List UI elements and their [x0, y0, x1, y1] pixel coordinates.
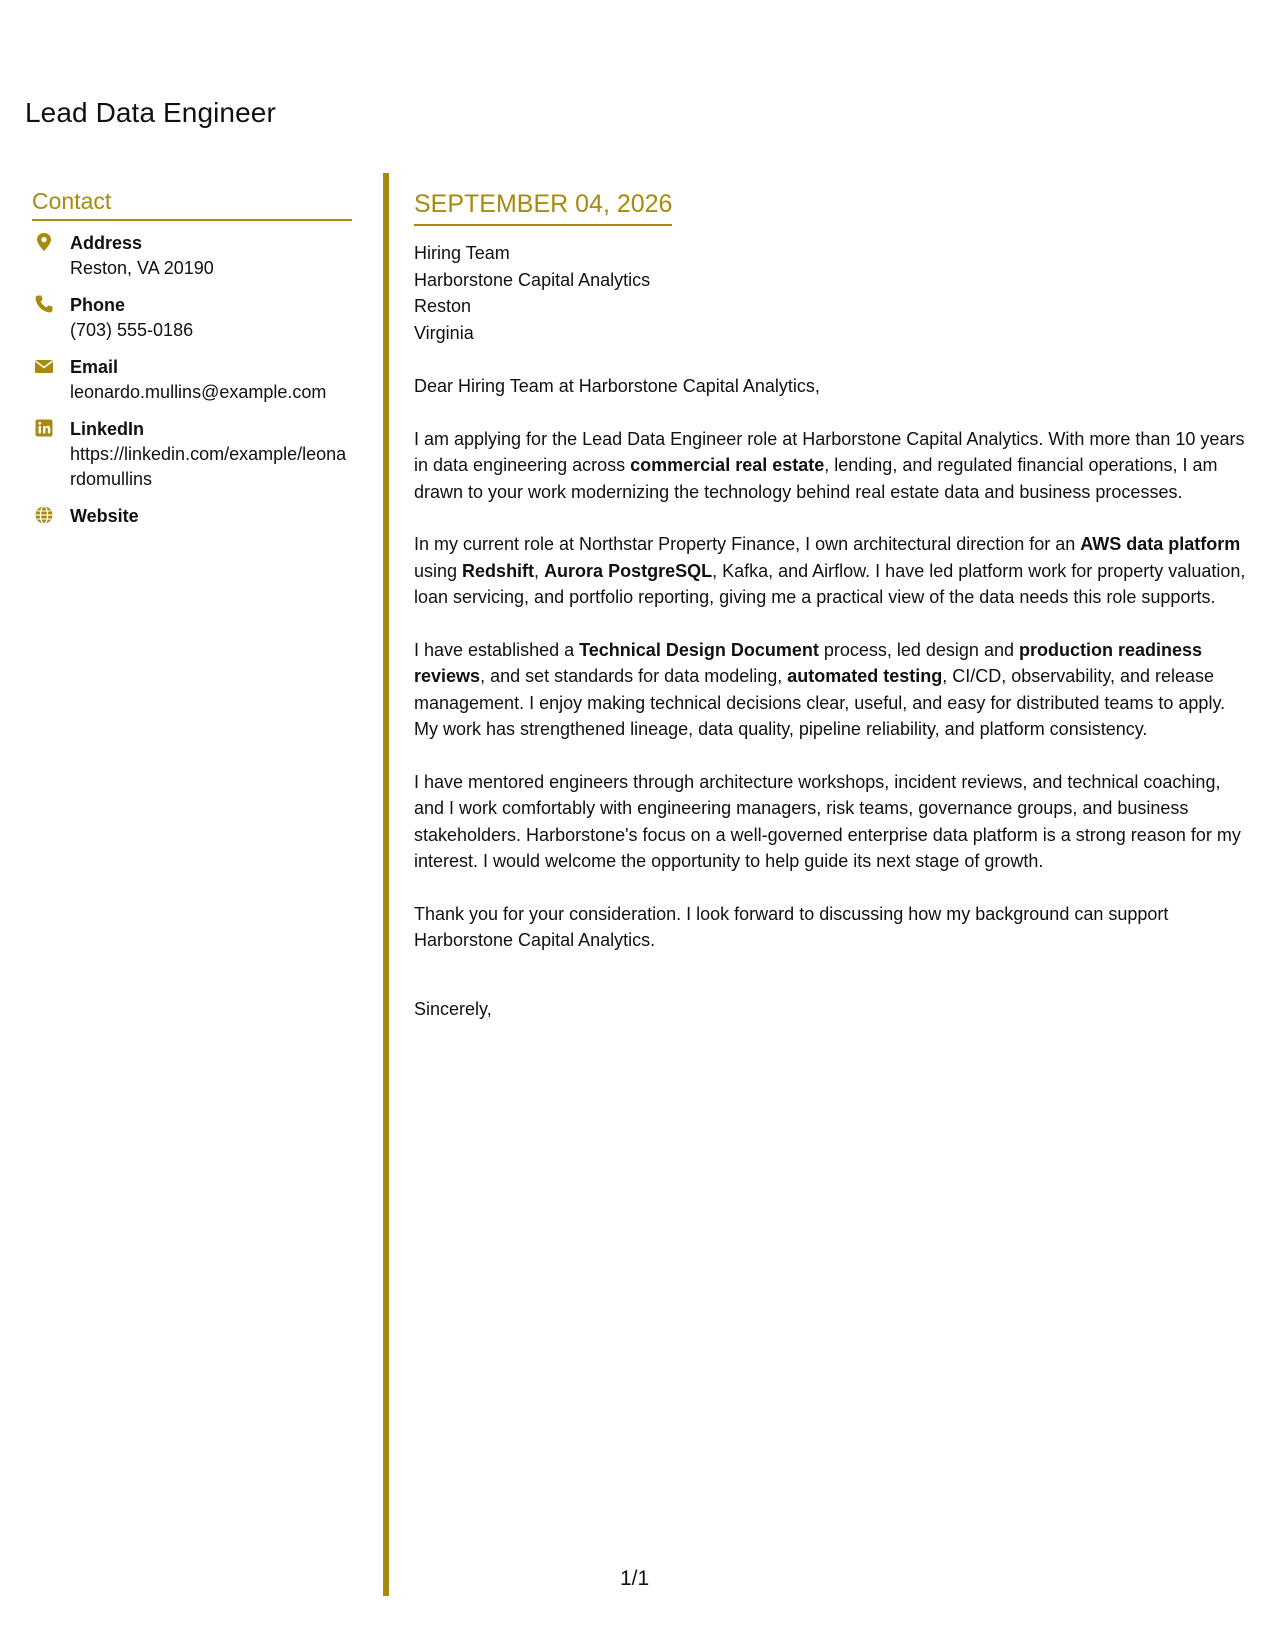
text-run: using [414, 560, 463, 581]
text-run: I have established a [414, 639, 580, 660]
contact-email [32, 355, 352, 405]
email-label: Email [70, 357, 119, 377]
contact-linkedin [32, 417, 352, 492]
text-run: In my current role at Northstar Property Finance, I own architectural direction for an [414, 534, 1081, 554]
paragraph-thanks: Thank you for your consideration. I look forward to discussing how my background can support Harborstone Capital Analytics. [414, 903, 1169, 950]
address-label: Address [70, 233, 143, 253]
paragraph-standards [414, 637, 1254, 743]
recipient-block [414, 240, 1254, 346]
text-run: I am applying for the Lead Data Engineer role at Harborstone Capital Analytics. With more than 10 years in data engineering across [414, 428, 1245, 475]
paragraph-mentoring: I have mentored engineers through architecture workshops, incident reviews, and technical coaching, and I work comfortably with engineering managers, risk teams, governance groups, and business stakeholders. Harborstone's focus on a well-governed enterprise data platform is a strong reason for my interest. I would welcome the opportunity to help guide its next stage of growth. [414, 771, 1241, 871]
website-label: Website [70, 506, 139, 526]
greeting: Dear Hiring Team at Harborstone Capital Analytics, [414, 376, 820, 396]
contact-sidebar [32, 188, 352, 541]
bold-text: automated testing [787, 666, 943, 686]
closing: Sincerely, [414, 998, 492, 1019]
bold-text: commercial real estate [630, 455, 825, 475]
globe-icon [34, 505, 54, 525]
contact-phone [32, 293, 352, 343]
recipient-line: Virginia [414, 322, 474, 343]
bold-text: production readiness reviews [414, 639, 1203, 686]
address-value: Reston, VA 20190 [70, 258, 214, 278]
paragraph-current-role [414, 531, 1254, 611]
contact-heading: Contact [32, 188, 352, 221]
vertical-divider [383, 173, 389, 1596]
bold-text: Aurora PostgreSQL [544, 560, 713, 581]
recipient-line: Hiring Team [414, 243, 510, 263]
bold-text: Redshift [462, 560, 535, 581]
linkedin-label: LinkedIn [70, 419, 145, 439]
envelope-icon [34, 356, 54, 376]
text-run: process, led design and [818, 639, 1019, 660]
bold-text: Technical Design Document [579, 639, 819, 660]
letter-date: SEPTEMBER 04, 2026 [414, 190, 672, 226]
linkedin-value[interactable]: https://linkedin.com/example/leonardomullins [70, 444, 347, 489]
map-pin-icon [34, 232, 54, 252]
text-run: , lending, and regulated financial operations, I am drawn to your work modernizing the technology behind real estate data and business processes. [414, 455, 1218, 502]
phone-value: (703) 555-0186 [70, 320, 194, 340]
letter-body [414, 190, 1254, 1022]
linkedin-icon [34, 418, 54, 438]
phone-label: Phone [70, 295, 126, 315]
paragraph-intro [414, 426, 1254, 506]
phone-icon [34, 294, 54, 314]
recipient-line: Harborstone Capital Analytics [414, 269, 651, 290]
text-run: , Kafka, and Airflow. I have led platform work for property valuation, loan servicing, and portfolio reporting, giving me a practical view of the data needs this role supports. [414, 560, 1246, 607]
page-title: Lead Data Engineer [25, 97, 276, 128]
contact-website [32, 504, 352, 529]
text-run: , and set standards for data modeling, [480, 666, 788, 686]
text-run: , CI/CD, observability, and release management. I enjoy making technical decisions clear, useful, and easy for distributed teams to apply. My work has strengthened lineage, data quality, pipeline reliability, and platform consistency. [414, 666, 1226, 739]
recipient-line: Reston [414, 296, 472, 316]
contact-address [32, 231, 352, 281]
bold-text: AWS data platform [1080, 534, 1241, 554]
page-number: 1/1 [620, 1567, 650, 1590]
contact-list [32, 231, 352, 529]
email-value[interactable]: leonardo.mullins@example.com [70, 382, 327, 402]
text-run: , [534, 560, 545, 581]
